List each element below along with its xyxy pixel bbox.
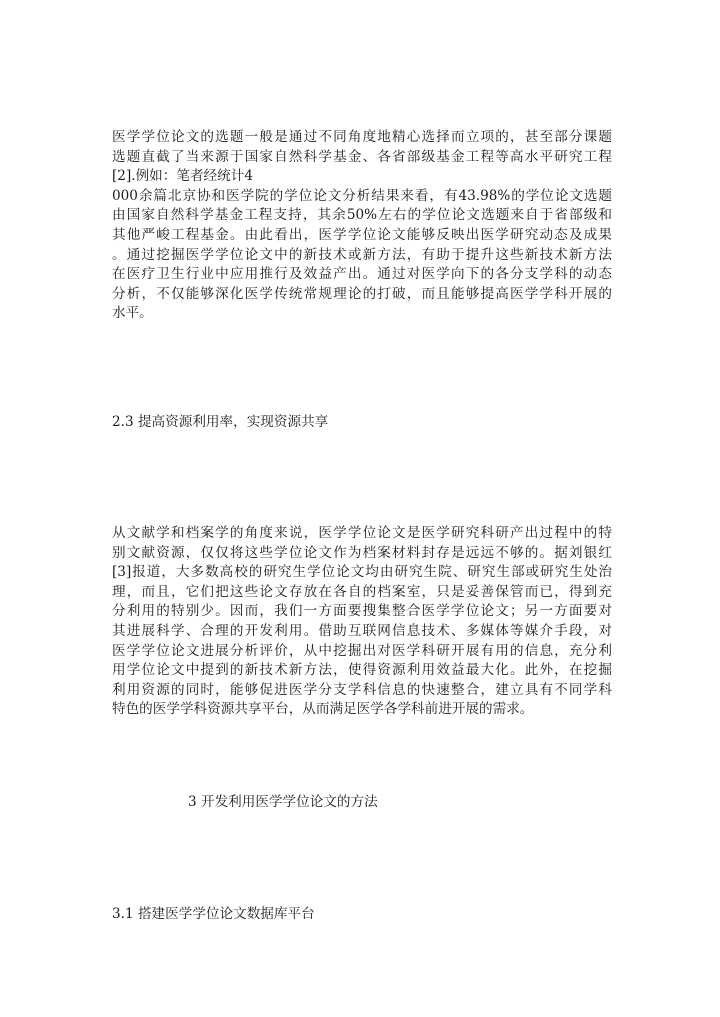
text-line: 。通过挖掘医学学位论文中的新技术或新方法，有助于提升这些新技术新方法 — [112, 246, 612, 263]
paragraph-thesis-topic-selection — [112, 128, 612, 324]
text-line: 特色的医学学科资源共享平台，从而满足医学各学科前进开展的需求。 — [112, 701, 534, 718]
text-line: 水平。 — [112, 305, 153, 322]
text-line: 别文献资源，仅仅将这些学位论文作为档案材料封存是远远不够的。据刘银红 — [112, 544, 612, 561]
section-heading-3-1: 3.1 搭建医学学位论文数据库平台 — [112, 906, 315, 922]
text-line: [2].例如：笔者经统计4 — [112, 168, 253, 185]
text-line: 利用资源的同时，能够促进医学分支学科信息的快速整合，建立具有不同学科 — [112, 681, 612, 698]
text-line: 用学位论文中提到的新技术新方法，使得资源利用效益最大化。此外，在挖掘 — [112, 662, 612, 679]
text-line: 由国家自然科学基金工程支持，其余50%左右的学位论文选题来自于省部级和 — [112, 207, 612, 224]
text-line: 医学学位论文进展分析评价，从中挖掘出对医学科研开展有用的信息，充分利 — [112, 642, 612, 659]
text-line: [3]报道，大多数高校的研究生学位论文均由研究生院、研究生部或研究生处治 — [112, 564, 612, 581]
section-heading-2-3: 2.3 提高资源利用率，实现资源共享 — [112, 414, 329, 430]
text-line: 在医疗卫生行业中应用推行及效益产出。通过对医学向下的各分支学科的动态 — [112, 266, 612, 283]
text-line: 其他严峻工程基金。由此看出，医学学位论文能够反映出医学研究动态及成果 — [112, 226, 612, 243]
text-line: 000余篇北京协和医学院的学位论文分析结果来看，有43.98%的学位论文选题 — [112, 187, 612, 204]
text-line: 分利用的特别少。因而，我们一方面要搜集整合医学学位论文；另一方面要对 — [112, 603, 612, 620]
text-line: 从文献学和档案学的角度来说，医学学位论文是医学研究科研产出过程中的特 — [112, 525, 612, 541]
text-line: 选题直截了当来源于国家自然科学基金、各省部级基金工程等高水平研究工程 — [112, 148, 612, 165]
text-line: 分析，不仅能够深化医学传统常规理论的打破，而且能够提高医学学科开展的 — [112, 285, 612, 302]
section-heading-3: 3 开发利用医学学位论文的方法 — [188, 794, 378, 810]
text-line: 医学学位论文的选题一般是通过不同角度地精心选择而立项的，甚至部分课题 — [112, 129, 612, 145]
text-line: 理，而且，它们把这些论文存放在各自的档案室，只是妥善保管而已，得到充 — [112, 583, 612, 600]
paragraph-resource-sharing — [112, 524, 612, 720]
text-line: 其进展科学、合理的开发利用。借助互联网信息技术、多媒体等媒介手段，对 — [112, 622, 612, 639]
